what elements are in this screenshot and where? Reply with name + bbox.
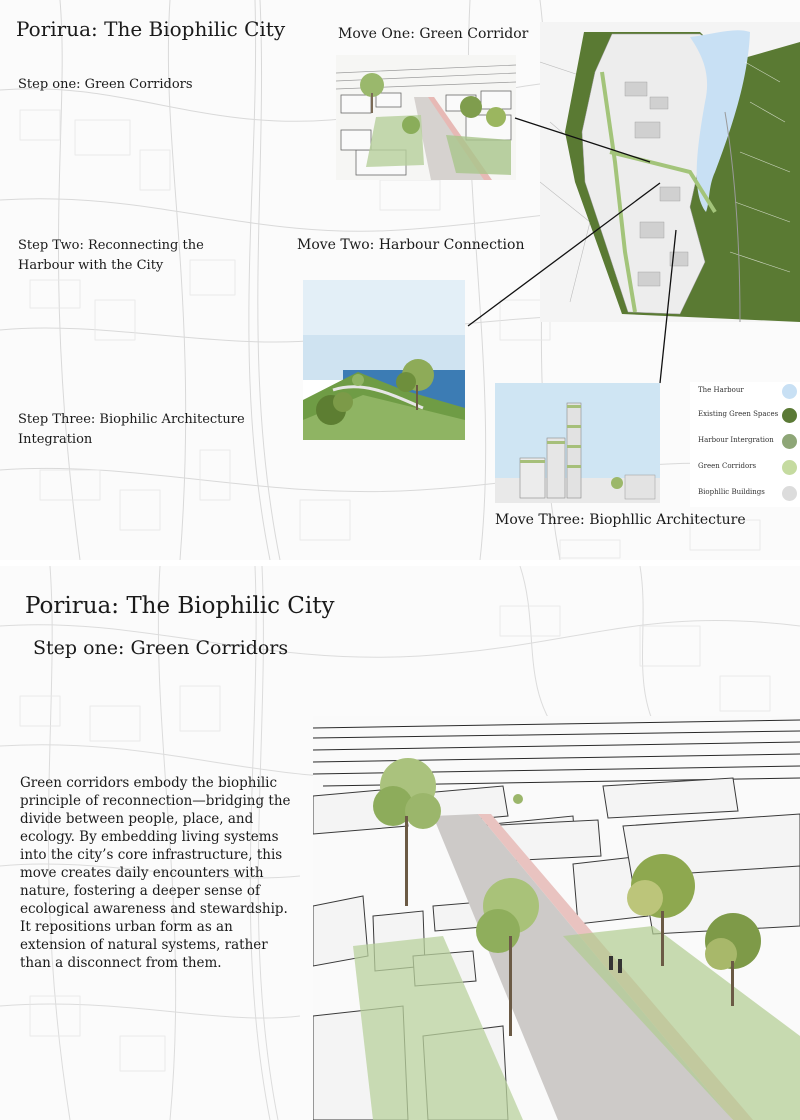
section-subtitle: Step one: Green Corridors <box>33 637 289 659</box>
legend-item <box>690 432 800 456</box>
legend-swatch <box>782 408 797 423</box>
move-three-label: Move Three: Biophllic Architecture <box>495 512 746 528</box>
page-title: Porirua: The Biophilic City <box>16 17 286 41</box>
site-plan-map <box>540 22 800 322</box>
legend-swatch <box>782 434 797 449</box>
page-title: Porirua: The Biophilic City <box>25 593 335 619</box>
detail-panel <box>0 566 800 1120</box>
harbour-connection-render <box>303 280 465 440</box>
legend-item <box>690 458 800 482</box>
body-text: Green corridors embody the biophilic principle of reconnection—bridging the divide between people, place, and ecology. By embedding living systems into the city’s core infrastructure, this move creates daily encounters with nature, fostering a deeper sense of ecological awareness and stewardship. It repositions urban form as an extension of natural systems, rather than a disconnect from them. <box>20 775 291 971</box>
legend-label: Biophllic Buildings <box>698 488 765 496</box>
legend-swatch <box>782 384 797 399</box>
legend-item <box>690 484 800 508</box>
green-corridor-perspective <box>313 716 800 1120</box>
legend-item <box>690 382 800 406</box>
map-legend <box>690 382 800 507</box>
legend-label: Existing Green Spaces <box>698 410 779 418</box>
step-three-label: Step Three: Biophilic Architecture Integration <box>18 412 245 447</box>
step-one-label: Step one: Green Corridors <box>18 77 193 92</box>
green-corridor-render <box>336 55 516 180</box>
move-one-label: Move One: Green Corridor <box>338 26 529 42</box>
move-two-label: Move Two: Harbour Connection <box>297 237 525 253</box>
legend-item <box>690 406 800 430</box>
legend-swatch <box>782 486 797 501</box>
legend-swatch <box>782 460 797 475</box>
legend-label: Harbour Intergration <box>698 436 774 444</box>
step-two-label: Step Two: Reconnecting the Harbour with the City <box>18 238 204 273</box>
legend-label: Green Corridors <box>698 462 757 470</box>
biophilic-architecture-render <box>495 383 660 503</box>
legend-label: The Harbour <box>698 386 744 394</box>
